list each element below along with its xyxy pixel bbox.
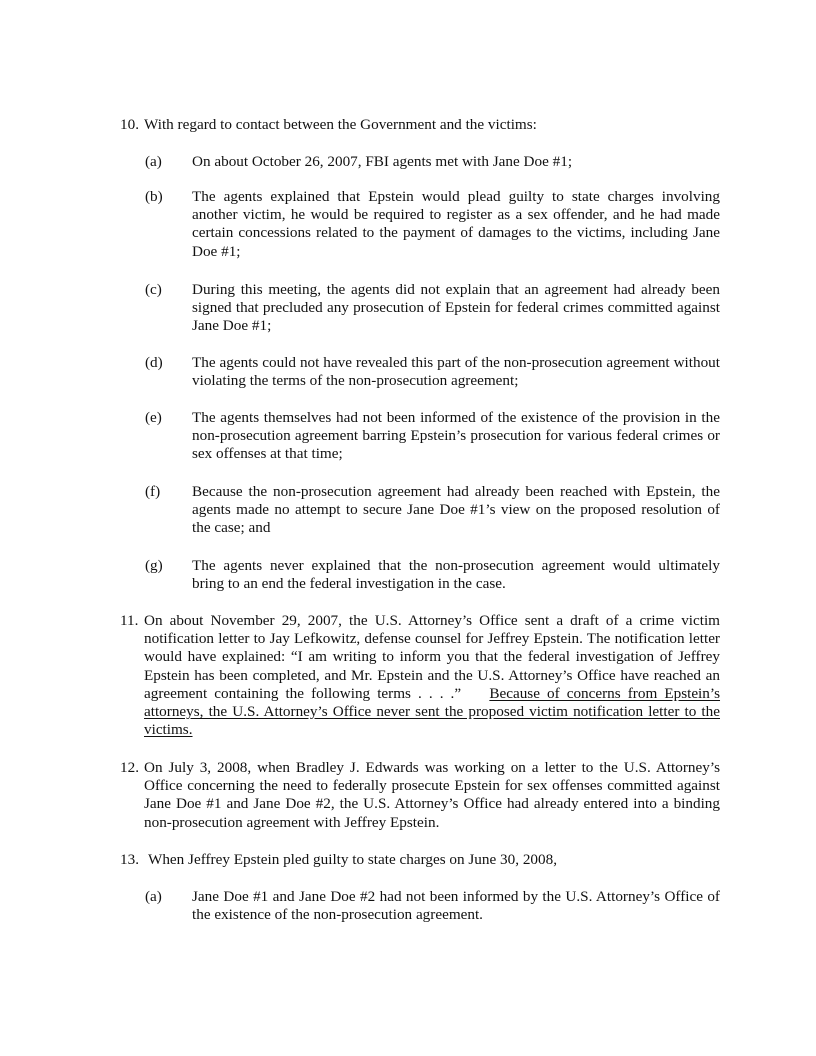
sub-item-text: The agents never explained that the non-prosecution agreement would ultimately bring to an end the federal investigation in the case.: [192, 557, 720, 593]
paragraph-number: 13.: [120, 851, 139, 868]
sub-item-13a: [145, 888, 720, 924]
sub-item-label: (a): [145, 888, 162, 905]
sub-item-text: The agents themselves had not been informed of the existence of the provision in the non-prosecution agreement barring Epstein’s prosecution for various federal crimes or sex offenses at that time;: [192, 409, 720, 463]
sub-item-label: (b): [145, 188, 163, 205]
paragraph-text: When Jeffrey Epstein pled guilty to state charges on June 30, 2008,: [148, 851, 557, 868]
sub-item-label: (a): [145, 153, 162, 170]
paragraph-number: 11.: [120, 612, 139, 629]
sub-item-10a: [145, 153, 720, 171]
sub-item-10d: [145, 354, 720, 390]
paragraph-text: With regard to contact between the Government and the victims:: [144, 116, 537, 133]
sub-item-10f: [145, 483, 720, 538]
sub-item-text: Jane Doe #1 and Jane Doe #2 had not been informed by the U.S. Attorney’s Office of the existence of the non-prosecution agreement.: [192, 888, 720, 924]
paragraph-number: 12.: [120, 759, 139, 776]
paragraph-11: [120, 612, 720, 739]
sub-item-text: Because the non-prosecution agreement had already been reached with Epstein, the agents made no attempt to secure Jane Doe #1’s view on the proposed resolution of the case; and: [192, 483, 720, 537]
sub-item-text: The agents could not have revealed this part of the non-prosecution agreement without violating the terms of the non-prosecution agreement;: [192, 354, 720, 390]
paragraph-12: [120, 759, 720, 832]
paragraph-text-plain: On about November 29, 2007, the U.S. Attorney’s Office sent a draft of a crime victim notification letter to Jay Lefkowitz, defense counsel for Jeffrey Epstein. The notification letter would have explained: “I am writing to inform you that the federal investigation of Jeffrey Epstein has been completed, and Mr. Epstein and the U.S. Attorney’s Office have reached an agreement containing the following terms . . . .”: [144, 612, 720, 702]
sub-item-10c: [145, 281, 720, 336]
sub-item-label: (g): [145, 557, 163, 574]
paragraph-number: 10.: [120, 116, 139, 133]
sub-item-10b: [145, 188, 720, 261]
sub-item-label: (e): [145, 409, 162, 426]
paragraph-text: On July 3, 2008, when Bradley J. Edwards was working on a letter to the U.S. Attorney’s Office concerning the need to federally prosecute Epstein for sex offenses committed against Jane Doe #1 and Jane Doe #2, the U.S. Attorney’s Office had already entered into a binding non-prosecution agreement with Jeffrey Epstein.: [144, 759, 720, 831]
sub-item-text: The agents explained that Epstein would plead guilty to state charges involving another victim, he would be required to register as a sex offender, and he had made certain concessions related to the payment of damages to the victims, including Jane Doe #1;: [192, 188, 720, 260]
sub-item-text: On about October 26, 2007, FBI agents met with Jane Doe #1;: [192, 153, 573, 170]
sub-item-text: During this meeting, the agents did not explain that an agreement had already been signed that precluded any prosecution of Epstein for federal crimes committed against Jane Doe #1;: [192, 281, 720, 335]
paragraph-text: [144, 612, 720, 739]
sub-item-10e: [145, 409, 720, 464]
sub-item-label: (d): [145, 354, 163, 371]
underlined-statement: Because of concerns from Epstein’s attorneys, the U.S. Attorney’s Office never sent the proposed victim notification letter to the victims.: [144, 684, 721, 739]
paragraph-10: [120, 116, 720, 134]
paragraph-13: [120, 851, 720, 869]
sub-item-label: (f): [145, 483, 161, 500]
sub-item-label: (c): [145, 281, 162, 298]
sub-item-10g: [145, 557, 720, 593]
